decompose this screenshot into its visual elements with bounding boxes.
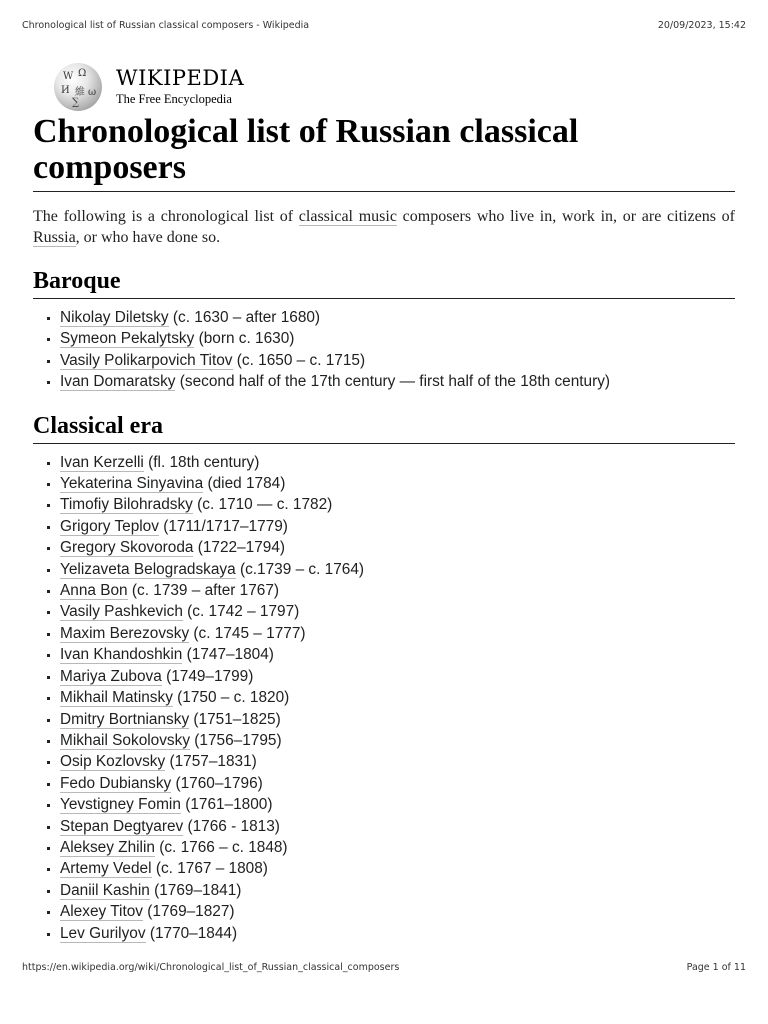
list-item [60,751,735,772]
intro-text-3: , or who have done so. [75,229,221,246]
composer-link[interactable]: Ivan Domaratsky [60,373,176,391]
list-item [60,901,735,922]
wikipedia-wordmark [116,68,244,106]
composer-dates: (1770–1844) [145,924,238,942]
page-title: Chronological list of Russian classical composers [33,114,735,192]
list-item [60,730,735,751]
composer-dates: (1711/1717–1779) [158,517,288,535]
composer-list-classical-era [33,452,735,944]
intro-text-1: The following is a chronological list of [33,208,299,225]
article-content [33,62,735,947]
composer-link[interactable]: Aleksey Zhilin [60,838,155,856]
composer-link[interactable]: Gregory Skovoroda [60,539,194,557]
print-header-title: Chronological list of Russian classical composers - Wikipedia [22,20,310,31]
composer-dates: (1769–1827) [142,903,235,921]
list-item [60,307,735,328]
print-footer-url: https://en.wikipedia.org/wiki/Chronological_list_of_Russian_classical_composers [22,962,400,973]
composer-dates: (fl. 18th century) [143,453,260,471]
composer-dates: (1757–1831) [165,753,257,771]
composer-dates: (c.1739 – c. 1764) [235,560,365,578]
composer-link[interactable]: Artemy Vedel [60,860,152,878]
list-item [60,494,735,515]
composer-dates: (born c. 1630) [194,330,295,348]
list-item [60,837,735,858]
composer-dates: (1766 - 1813) [183,817,280,835]
composer-list-baroque [33,307,735,393]
list-item [60,709,735,730]
wordmark-tagline: The Free Encyclopedia [116,92,232,107]
print-footer [22,962,746,973]
composer-dates: (1751–1825) [189,710,281,728]
composer-dates: (c. 1630 – after 1680) [168,309,321,326]
composer-link[interactable]: Alexey Titov [60,903,143,921]
composer-link[interactable]: Osip Kozlovsky [60,753,166,771]
print-header [22,20,746,31]
section-heading-classical-era: Classical era [33,412,735,444]
list-item [60,923,735,944]
composer-link[interactable]: Anna Bon [60,582,128,600]
list-item [60,623,735,644]
composer-dates: (1750 – c. 1820) [172,689,290,707]
link-russia[interactable]: Russia [33,229,76,246]
composer-dates: (1769–1841) [149,881,242,899]
list-item [60,350,735,371]
list-item [60,773,735,794]
list-item [60,580,735,601]
list-item [60,666,735,687]
composer-link[interactable]: Nikolay Diletsky [60,309,169,326]
composer-link[interactable]: Ivan Khandoshkin [60,646,183,664]
print-footer-page-number: Page 1 of 11 [686,962,746,973]
composer-link[interactable]: Fedo Dubiansky [60,774,172,792]
list-item [60,537,735,558]
composer-dates: (c. 1739 – after 1767) [127,582,280,600]
list-item [60,644,735,665]
composer-link[interactable]: Yekaterina Sinyavina [60,475,204,493]
list-item [60,452,735,473]
composer-link[interactable]: Vasily Polikarpovich Titov [60,351,233,369]
composer-dates: (c. 1745 – 1777) [189,624,306,642]
list-item [60,559,735,580]
composer-link[interactable]: Yelizaveta Belogradskaya [60,560,236,578]
list-item [60,601,735,622]
section-heading-baroque: Baroque [33,267,735,299]
list-item [60,858,735,879]
composer-dates: (1747–1804) [182,646,274,664]
intro-text-2: composers who live in, work in, or are citizens of [396,208,735,225]
print-header-datetime: 20/09/2023, 15:42 [657,20,746,31]
composer-dates: (c. 1742 – 1797) [182,603,300,621]
composer-link[interactable]: Daniil Kashin [60,881,150,899]
composer-link[interactable]: Grigory Teplov [60,517,159,535]
composer-link[interactable]: Maxim Berezovsky [60,624,190,642]
composer-link[interactable]: Dmitry Bortniansky [60,710,190,728]
list-item [60,371,735,392]
composer-dates: (c. 1767 – 1808) [151,860,268,878]
composer-link[interactable]: Mariya Zubova [60,667,162,685]
composer-link[interactable]: Ivan Kerzelli [60,453,144,471]
wikipedia-globe-icon: W Ω И 維 ω ∑ [54,63,102,111]
composer-link[interactable]: Symeon Pekalytsky [60,330,195,348]
composer-dates: (1761–1800) [180,796,273,814]
composer-link[interactable]: Yevstigney Fomin [60,796,181,814]
list-item [60,473,735,494]
wordmark-title: WIKIPEDIA [116,66,245,91]
list-item [60,328,735,349]
composer-link[interactable]: Vasily Pashkevich [60,603,183,621]
intro-paragraph [33,206,735,248]
list-item [60,816,735,837]
composer-dates: (1749–1799) [161,667,254,685]
composer-link[interactable]: Timofiy Bilohradsky [60,496,193,514]
composer-dates: (c. 1710 — c. 1782) [192,496,333,514]
list-item [60,794,735,815]
composer-dates: (c. 1650 – c. 1715) [232,351,366,369]
composer-link[interactable]: Stepan Degtyarev [60,817,184,835]
list-item [60,880,735,901]
list-item [60,687,735,708]
link-classical-music[interactable]: classical music [298,208,397,225]
composer-dates: (died 1784) [203,475,286,493]
composer-dates: (1756–1795) [190,731,282,749]
composer-link[interactable]: Mikhail Matinsky [60,689,173,707]
list-item [60,516,735,537]
composer-dates: (second half of the 17th century — first half of the 18th century) [175,373,611,391]
composer-link[interactable]: Mikhail Sokolovsky [60,731,191,749]
wikipedia-logo[interactable] [54,62,735,112]
composer-dates: (1722–1794) [193,539,286,557]
composer-link[interactable]: Lev Gurilyov [60,924,146,942]
composer-dates: (1760–1796) [171,774,263,792]
composer-dates: (c. 1766 – c. 1848) [154,838,288,856]
